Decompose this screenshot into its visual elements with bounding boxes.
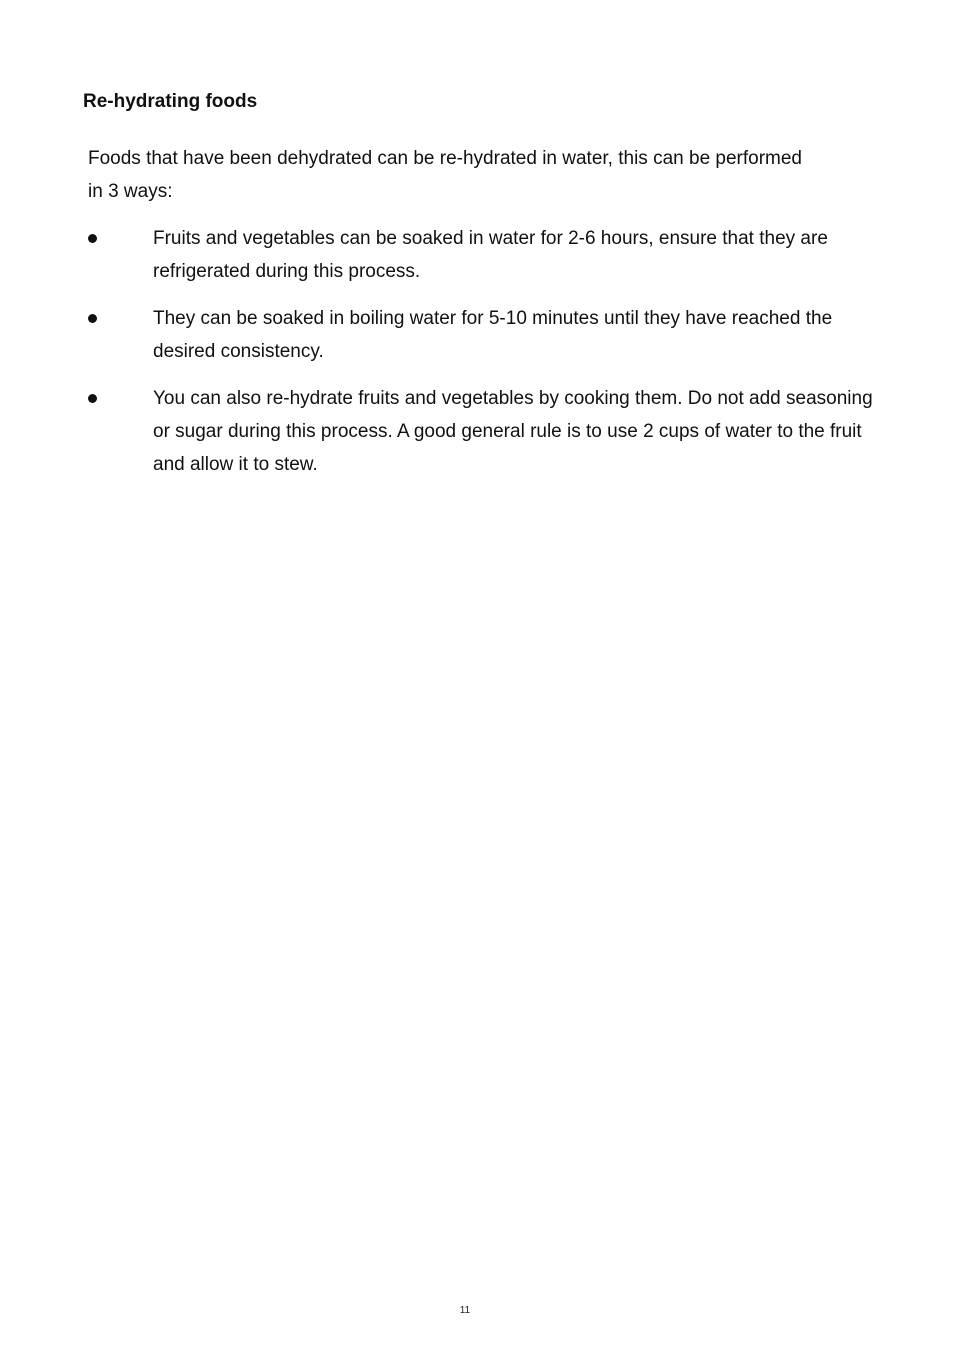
section-heading: Re-hydrating foods: [83, 91, 258, 112]
list-item-text: Fruits and vegetables can be soaked in water for 2-6 hours, ensure that they are refrigerated during this process.: [153, 228, 828, 282]
list-item: [88, 382, 878, 481]
list-item-text: They can be soaked in boiling water for 5-10 minutes until they have reached the desired consistency.: [153, 308, 833, 362]
bullet-icon: [88, 314, 97, 323]
intro-paragraph: Foods that have been dehydrated can be re-hydrated in water, this can be performed in 3 ways:: [88, 148, 803, 202]
page-number: 11: [459, 1305, 471, 1316]
bullet-list: [88, 222, 878, 495]
bullet-icon: [88, 394, 97, 403]
list-item: [88, 302, 878, 368]
list-item-text: You can also re-hydrate fruits and vegetables by cooking them. Do not add seasoning or sugar during this process. A good general rule is to use 2 cups of water to the fruit and allow it to stew.: [153, 388, 873, 475]
list-item: [88, 222, 878, 288]
bullet-icon: [88, 234, 97, 243]
